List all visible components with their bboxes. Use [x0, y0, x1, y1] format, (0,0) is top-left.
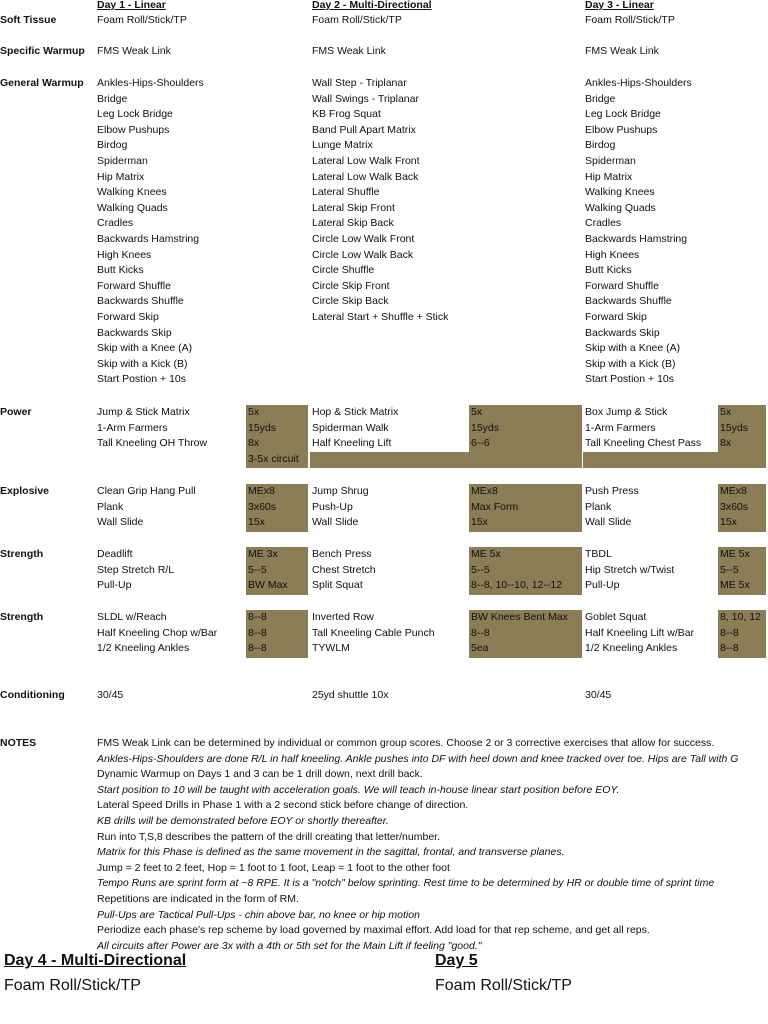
note-line: Ankles-Hips-Shoulders are done R/L in half kneeling. Ankle pushes into DF with heel down and knee tracked over toe. Hips are Tall with G [97, 752, 739, 765]
note-line: Jump = 2 feet to 2 feet, Hop = 1 foot to 1 foot, Leap = 1 foot to the other foot [97, 861, 450, 874]
day-2-power-exercise: Half Kneeling Lift [312, 437, 392, 450]
day-3-strength2-value: 8--8 [720, 626, 739, 639]
day-2-general-item: Lateral Low Walk Back [312, 170, 419, 183]
day-2-explosive-exercise: Jump Shrug [312, 485, 369, 497]
note-line: FMS Weak Link can be determined by individual or common group scores. Choose 2 or 3 corrective exercises that allow for success. [97, 737, 715, 749]
day-3-strength1-exercise: Hip Stretch w/Twist [585, 563, 675, 576]
day-2-strength1-value: 8--8, 10--10, 12--12 [471, 579, 563, 592]
day-2-general-item: KB Frog Squat [312, 108, 381, 121]
power-band-1 [310, 452, 470, 468]
note-line: Start position to 10 will be taught with acceleration goals. We will teach in-house linear start position before EOY. [97, 783, 620, 796]
day-1-explosive-value: 3x60s [248, 500, 277, 513]
day-3-strength2-value: 8--8 [720, 642, 739, 655]
day-1-strength2-exercise: SLDL w/Reach [97, 611, 167, 623]
day-2-strength1-exercise: Bench Press [312, 548, 372, 560]
day-2-strength2-exercise: TYWLM [312, 642, 350, 655]
day-1-general-item: Spiderman [97, 155, 148, 167]
day-2-power-exercise: Spiderman Walk [312, 421, 389, 434]
day-3-general-item: Cradles [585, 217, 622, 230]
day-3-general-item: Walking Quads [585, 201, 656, 214]
day-1-power-exercise: Jump & Stick Matrix [97, 406, 190, 418]
day-3-general-item: Walking Knees [585, 186, 655, 199]
day-3-power-value: 8x [720, 437, 732, 450]
day-2-explosive-value: MEx8 [471, 485, 498, 497]
day-1-title: Day 1 - Linear [97, 0, 166, 11]
day-2-explosive-exercise: Wall Slide [312, 516, 359, 529]
day-2-explosive-value: Max Form [471, 500, 519, 513]
day-2-power-value: 6--6 [471, 437, 490, 450]
day-3-explosive-exercise: Plank [585, 500, 612, 513]
day-1-strength2-value: 8--8 [248, 611, 267, 623]
day-2-power-exercise: Hop & Stick Matrix [312, 406, 399, 418]
note-line: KB drills will be demonstrated before EOY or shortly thereafter. [97, 814, 389, 827]
note-line: Repetitions are indicated in the form of RM. [97, 892, 299, 905]
day-3-general-item: Spiderman [585, 155, 636, 167]
label-explosive: Explosive [0, 485, 50, 497]
day-1-specific-warmup: FMS Weak Link [97, 45, 171, 57]
day-1-general-item: Forward Shuffle [97, 279, 171, 292]
notes-list [97, 736, 738, 954]
day-2-strength2-value: 5ea [471, 642, 489, 655]
note-line: Lateral Speed Drills in Phase 1 with a 2 second stick before change of direction. [97, 799, 469, 812]
day-1-strength1-value: BW Max [248, 579, 288, 592]
day-3-strength1-exercise: Pull-Up [585, 579, 620, 592]
day-1-general-item: Leg Lock Bridge [97, 108, 173, 121]
day-2-general-item: Lunge Matrix [312, 139, 373, 152]
day-2-soft-tissue: Foam Roll/Stick/TP [312, 14, 402, 26]
day-3-strength2-exercise: Goblet Squat [585, 611, 647, 623]
day-1-strength2-value: 8--8 [248, 626, 267, 639]
day-2-general-item: Lateral Skip Back [312, 217, 394, 230]
day-1-power-exercise: 1-Arm Farmers [97, 421, 168, 434]
day-2-title: Day 2 - Multi-Directional [312, 0, 432, 11]
day-3-specific-warmup: FMS Weak Link [585, 45, 659, 57]
day-3-general-item: Backwards Shuffle [585, 295, 672, 308]
day-2-general-item: Wall Step - Triplanar [312, 77, 407, 89]
day-1-general-item: Walking Quads [97, 201, 168, 214]
day-3-strength2-exercise: Half Kneeling Lift w/Bar [585, 626, 695, 639]
day-3-general-item: Backwards Skip [585, 326, 660, 339]
day-1-power-value: 5x [248, 406, 260, 418]
note-line: Matrix for this Phase is defined as the same movement in the sagittal, frontal, and transverse planes. [97, 846, 565, 859]
day-1-general-item: Backwards Skip [97, 326, 172, 339]
day-2-general-item: Wall Swings - Triplanar [312, 92, 419, 105]
note-line: Run into T,S,8 describes the pattern of the drill creating that letter/number. [97, 830, 440, 843]
day-1-general-item: Butt Kicks [97, 264, 144, 277]
day-3-general-item: Skip with a Kick (B) [585, 357, 676, 370]
day-1-general-item: Ankles-Hips-Shoulders [97, 77, 204, 89]
day-3-strength1-exercise: TBDL [585, 548, 612, 560]
day-3-power-value: 5x [720, 406, 732, 418]
day-3-general-item: Bridge [585, 92, 616, 105]
label-strength-2: Strength [0, 611, 44, 623]
day-2-explosive-exercise: Push-Up [312, 500, 353, 513]
day-2-general-item: Circle Skip Back [312, 295, 389, 308]
label-power: Power [0, 406, 32, 418]
day-3-general-item: Skip with a Knee (A) [585, 342, 681, 355]
label-notes: NOTES [0, 737, 37, 749]
label-soft-tissue: Soft Tissue [0, 14, 57, 26]
day-3-general-item: Butt Kicks [585, 264, 632, 277]
day-3-general-item: Leg Lock Bridge [585, 108, 661, 121]
day-2-strength1-value: 5--5 [471, 563, 490, 576]
day-1-general-item: Elbow Pushups [97, 123, 170, 136]
footer-day5-title: Day 5 [435, 952, 478, 969]
label-conditioning: Conditioning [0, 689, 65, 701]
day-3-general-item: Forward Shuffle [585, 279, 659, 292]
day-2-general-item: Lateral Start + Shuffle + Stick [312, 311, 449, 323]
label-strength-1: Strength [0, 548, 44, 560]
day-1-general-item: Forward Skip [97, 311, 159, 323]
day-1-explosive-exercise: Clean Grip Hang Pull [97, 485, 196, 497]
day-2-strength2-value: 8--8 [471, 626, 490, 639]
day-2-explosive-value: 15x [471, 516, 488, 529]
day-1-general-item: High Knees [97, 248, 152, 261]
note-line: Periodize each phase's rep scheme by load governed by maximal effort. Add load for that rep scheme, and get all reps. [97, 924, 650, 937]
day-1-strength2-value: 8--8 [248, 642, 267, 655]
day-2-general-item: Circle Skip Front [312, 279, 390, 292]
day-3-strength1-value: ME 5x [720, 548, 750, 560]
note-line: All circuits after Power are 3x with a 4th or 5th set for the Main Lift if feeling "good." [97, 939, 482, 952]
note-line: Pull-Ups are Tactical Pull-Ups - chin above bar, no knee or hip motion [97, 908, 420, 921]
day-1-general-item: Skip with a Knee (A) [97, 342, 193, 355]
day-2-conditioning: 25yd shuttle 10x [312, 689, 389, 701]
day-2-general-item: Lateral Low Walk Front [312, 155, 420, 167]
day-3-soft-tissue: Foam Roll/Stick/TP [585, 14, 675, 26]
day-1-power-value: 3-5x circuit [248, 452, 299, 465]
day-1-general-item: Skip with a Kick (B) [97, 357, 188, 370]
day-1-general-item: Cradles [97, 217, 134, 230]
footer-day4-title: Day 4 - Multi-Directional [4, 952, 187, 969]
day-3-strength2-value: 8, 10, 12 [720, 611, 761, 623]
day-3-title: Day 3 - Linear [585, 0, 654, 11]
day-2-strength1-value: ME 5x [471, 548, 501, 560]
day-3-general-item: Backwards Hamstring [585, 233, 688, 245]
day-1-general-item: Hip Matrix [97, 170, 145, 183]
day-2-general-item: Circle Shuffle [312, 264, 375, 277]
day-1-general-item: Birdog [97, 139, 128, 152]
day-1-general-item: Backwards Shuffle [97, 295, 184, 308]
day-1-general-item: Backwards Hamstring [97, 233, 200, 245]
day-3-strength1-value: ME 5x [720, 579, 750, 592]
day-1-power-value: 8x [248, 437, 260, 450]
day-1-strength1-exercise: Step Stretch R/L [97, 563, 175, 576]
day-1-soft-tissue: Foam Roll/Stick/TP [97, 14, 187, 26]
day-3-power-exercise: Box Jump & Stick [585, 406, 668, 418]
day-1-power-exercise: Tall Kneeling OH Throw [97, 437, 208, 450]
day-3-strength2-exercise: 1/2 Kneeling Ankles [585, 642, 678, 655]
day-2-power-value: 5x [471, 406, 483, 418]
day-1-general-item: Start Postion + 10s [97, 373, 187, 386]
day-3-power-value: 15yds [720, 421, 749, 434]
day-2-power-value: 15yds [471, 421, 500, 434]
day-1-explosive-value: MEx8 [248, 485, 275, 497]
day-3-explosive-value: 3x60s [720, 500, 749, 513]
day-1-strength1-value: 5--5 [248, 563, 267, 576]
day-3-explosive-value: MEx8 [720, 485, 747, 497]
footer-day5-sub: Foam Roll/Stick/TP [435, 977, 572, 994]
day-3-power-exercise: 1-Arm Farmers [585, 421, 656, 434]
day-3-general-item: Elbow Pushups [585, 123, 658, 136]
day-3-conditioning: 30/45 [585, 689, 612, 701]
day-2-strength2-exercise: Tall Kneeling Cable Punch [312, 626, 435, 639]
day-1-strength1-exercise: Pull-Up [97, 579, 132, 592]
note-line: Dynamic Warmup on Days 1 and 3 can be 1 drill down, next drill back. [97, 768, 423, 781]
day-3-general-item: Birdog [585, 139, 616, 152]
day-2-strength1-exercise: Split Squat [312, 579, 363, 592]
day-2-strength2-value: BW Knees Bent Max [471, 611, 568, 623]
day-1-explosive-value: 15x [248, 516, 265, 529]
day-1-strength1-value: ME 3x [248, 548, 278, 560]
day-3-strength1-value: 5--5 [720, 563, 739, 576]
day-1-strength1-exercise: Deadlift [97, 548, 133, 560]
label-general-warmup: General Warmup [0, 77, 84, 89]
day-1-strength2-exercise: 1/2 Kneeling Ankles [97, 642, 190, 655]
day-3-explosive-exercise: Wall Slide [585, 516, 632, 529]
day-3-explosive-exercise: Push Press [585, 485, 639, 497]
day-1-strength2-exercise: Half Kneeling Chop w/Bar [97, 626, 218, 639]
day-2-specific-warmup: FMS Weak Link [312, 45, 386, 57]
day-3-general-item: Ankles-Hips-Shoulders [585, 77, 692, 89]
day-2-general-item: Circle Low Walk Front [312, 233, 415, 245]
day-3-power-exercise: Tall Kneeling Chest Pass [585, 437, 702, 450]
day-3-general-item: Forward Skip [585, 311, 647, 323]
day-1-explosive-exercise: Plank [97, 500, 124, 513]
day-2-general-item: Lateral Shuffle [312, 186, 380, 199]
day-2-strength2-exercise: Inverted Row [312, 611, 374, 623]
label-specific-warmup: Specific Warmup [0, 45, 85, 57]
day-1-explosive-exercise: Wall Slide [97, 516, 144, 529]
day-3-general-item: High Knees [585, 248, 640, 261]
day-3-general-item: Start Postion + 10s [585, 373, 675, 386]
day-3-explosive-value: 15x [720, 516, 737, 529]
day-2-strength1-exercise: Chest Stretch [312, 563, 376, 576]
day-2-general-item: Lateral Skip Front [312, 201, 395, 214]
day-2-general-item: Band Pull Apart Matrix [312, 123, 416, 136]
day-1-conditioning: 30/45 [97, 689, 124, 701]
day-2-general-item: Circle Low Walk Back [312, 248, 414, 261]
day-3-general-item: Hip Matrix [585, 170, 633, 183]
power-band-2 [583, 452, 720, 468]
day-1-power-value: 15yds [248, 421, 277, 434]
footer-day4-sub: Foam Roll/Stick/TP [4, 977, 141, 994]
day-1-general-item: Bridge [97, 92, 128, 105]
day-1-general-item: Walking Knees [97, 186, 167, 199]
note-line: Tempo Runs are sprint form at ~8 RPE. It is a "notch" below sprinting. Rest time to be determined by HR or double time of sprint time [97, 877, 715, 890]
